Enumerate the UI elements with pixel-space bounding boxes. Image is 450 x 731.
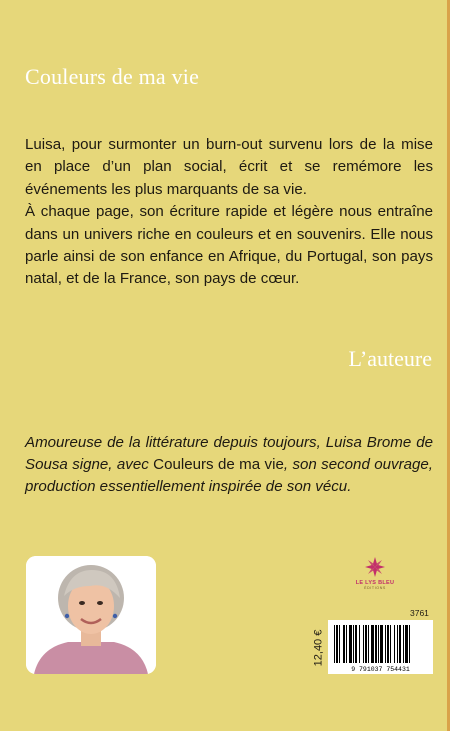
barcode-bar: [403, 625, 404, 663]
barcode-bar: [405, 625, 408, 663]
barcode-bar: [339, 625, 340, 663]
barcode-bar: [375, 625, 377, 663]
barcode-bar: [343, 625, 345, 663]
synopsis-paragraph-1: Luisa, pour surmonter un burn-out survenu lors de la mise en place d’un plan social, écrit et se remémore les événements les plus marquants de sa vie.: [25, 136, 433, 198]
author-bio-book-title: Couleurs de ma vie: [153, 456, 284, 473]
publisher-name: LE LYS BLEU: [355, 580, 395, 586]
synopsis: [25, 134, 433, 291]
book-title: Couleurs de ma vie: [25, 64, 200, 89]
barcode-bar: [359, 625, 360, 663]
synopsis-paragraph-2: À chaque page, son écriture rapide et légère nous entraîne dans un univers riche en couleurs et en souvenirs. Elle nous parle ainsi de son enfance en Afrique, du Portugal, son pays natal, et de la France, son pays de cœur.: [25, 203, 433, 288]
barcode-bar: [399, 625, 401, 663]
author-bio-part-2: , son second ouvrage, production essentiellement inspirée de son vécu.: [25, 456, 433, 495]
product-code: 3761: [410, 608, 429, 618]
author-photo: [26, 556, 156, 674]
barcode-bar: [334, 625, 335, 663]
barcode-bar: [385, 625, 386, 663]
barcode-bar: [336, 625, 338, 663]
barcode-bar: [394, 625, 395, 663]
publisher-logo: [353, 556, 397, 590]
isbn-digits: 9 791037 754431: [351, 666, 410, 673]
barcode-bar: [397, 625, 398, 663]
barcode-bar: [349, 625, 352, 663]
lily-icon: [364, 556, 386, 578]
barcode-bar: [346, 625, 347, 663]
author-bio: [25, 432, 433, 498]
publisher-sub: ÉDITIONS: [364, 586, 386, 590]
barcode-bar: [368, 625, 369, 663]
barcode-bar: [363, 625, 364, 663]
author-bio-part-1: Amoureuse de la littérature depuis toujours, Luisa Brome de Sousa signe, avec: [25, 434, 433, 473]
barcode-bar: [365, 625, 367, 663]
author-heading: L’auteure: [348, 346, 432, 371]
isbn-barcode: [328, 620, 433, 674]
price-text: 12,40 €: [311, 629, 324, 667]
barcode-bar: [380, 625, 383, 663]
barcode-bar: [353, 625, 354, 663]
barcode-bar: [409, 625, 410, 663]
barcode-bar: [378, 625, 379, 663]
barcode-bar: [355, 625, 357, 663]
barcode-bar: [390, 625, 391, 663]
barcode-bar: [387, 625, 389, 663]
barcode-bar: [371, 625, 374, 663]
